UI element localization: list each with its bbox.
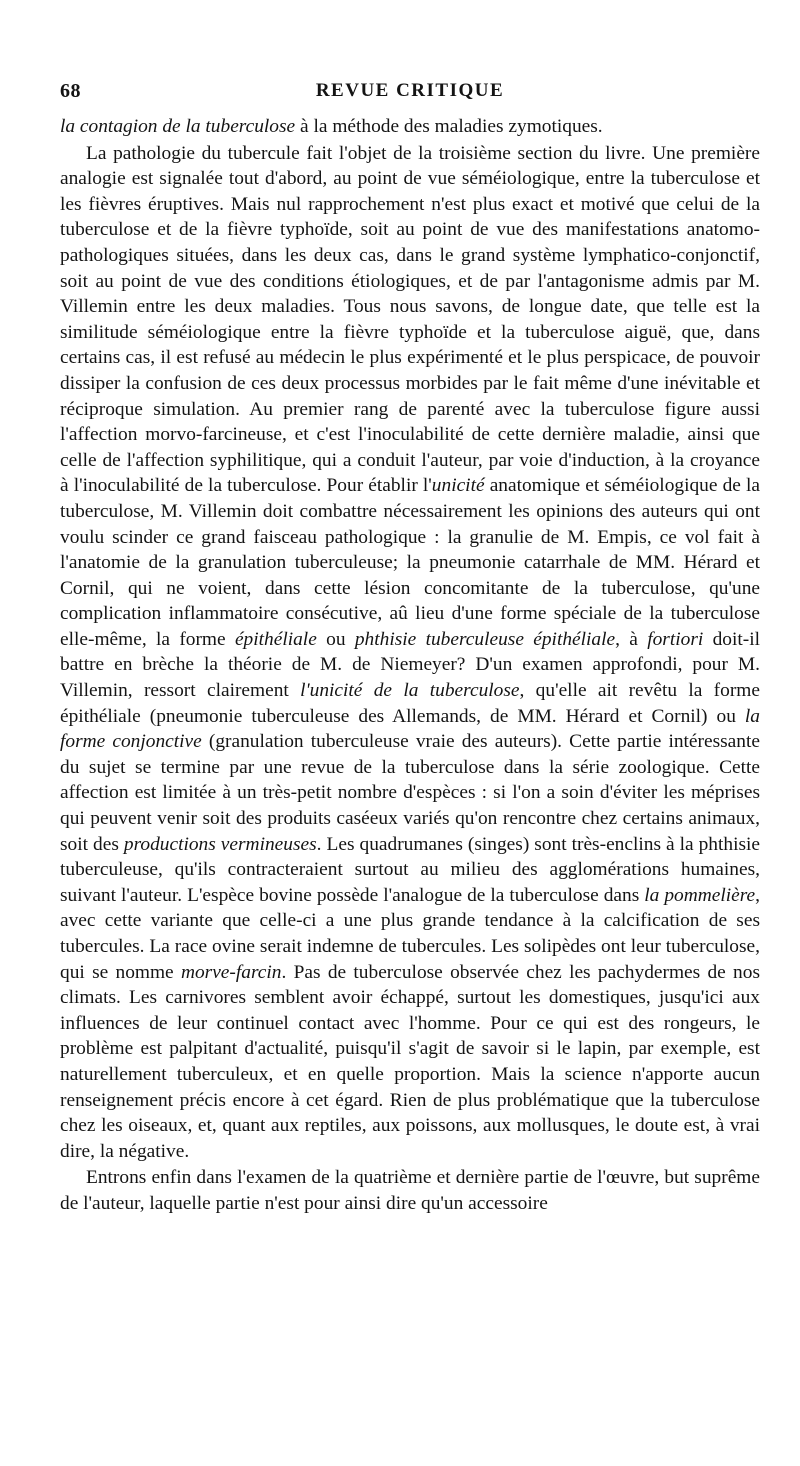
page-number: 68 xyxy=(60,80,81,102)
italic-text-run: productions vermineuses xyxy=(123,833,317,855)
italic-text-run: unicité xyxy=(431,475,485,497)
text-run: doit-il battre en brèche la théorie de M. de Niemeyer? D'un examen approfondi, pour M. Villemin, ressort clairement xyxy=(60,628,760,702)
paragraph-continuation xyxy=(60,114,760,140)
italic-text-run: phthisie tuberculeuse épithéliale xyxy=(354,628,616,650)
page-header xyxy=(60,80,760,108)
italic-text-run: l'unicité de la tuberculose xyxy=(300,680,520,702)
text-run: anatomique et séméiologique de la tuberculose, M. Villemin doit combattre nécessairement les opinions des auteurs qui ont voulu scinder ce grand faisceau pathologique : la granulie de M. Empis, ce vol fait à l'anatomie de la granulation tuberculeuse; la pneumonie catarrhale de MM. Hérard et Cornil, qui ne voient, dans cette lésion concomitante de la tuberculose, qu'une complication inflammatoire consécutive, aû lieu d'une forme spéciale de la tuberculose elle-même, la forme xyxy=(60,475,760,650)
text-run: . Les quadrumanes (singes) sont très-enclins à la phthisie tuberculeuse, qu'ils contracteraient surtout au milieu des agglomérations humaines, suivant l'auteur. L'espèce bovine possède l'analogue de la tuberculose dans xyxy=(60,833,760,906)
italic-text-run: épithéliale xyxy=(234,628,317,650)
text-run: , à xyxy=(615,628,648,650)
text-run: Entrons enfin dans l'examen de la quatrième et dernière partie de l'œuvre, but suprême de l'auteur, laquelle partie n'est pour ainsi dire qu'un accessoire xyxy=(60,1167,760,1214)
italic-text-run: la forme conjonctive xyxy=(60,705,760,753)
text-run: (granulation tuberculeuse vraie des auteurs). Cette partie intéressante du sujet se termine par une revue de la tuberculose dans la série zoologique. Cette affection est limitée à un très-petit nombre d'espèces : si l'on a soin d'éviter les méprises qui peuvent venir soit des produits caséeux variés qu'on rencontre chez certains animaux, soit des xyxy=(60,731,760,855)
running-title: REVUE CRITIQUE xyxy=(315,80,505,101)
body-text xyxy=(60,114,760,1217)
paragraph-pathology xyxy=(60,141,760,1165)
paragraph-fourth-part xyxy=(60,1165,760,1216)
italic-text-run: fortiori xyxy=(647,628,704,650)
text-run: La pathologie du tubercule fait l'objet de la troisième section du livre. Une première analogie est signalée tout d'abord, au point de vue séméiologique, entre la tuberculose et les fièvres éruptives. Mais nul rapprochement n'est plus exact et motivé que celui de la tuberculose et de la fièvre typhoïde, soit au point de vue des manifestations anatomo-pathologiques situées, dans les deux cas, dans le grand système lymphatico-conjonctif, soit au point de vue des conditions étiologiques, et de par l'antagonisme admis par M. Villemin entre les deux maladies. Tous nous savons, de longue date, que telle est la similitude séméiologique entre la fièvre typhoïde et la tuberculose aiguë, que, dans certains cas, il est refusé au médecin le plus expérimenté et le plus perspicace, de pouvoir dissiper la confusion de ces deux processus morbides par le fait même d'une inévitable et réciproque simulation. Au premier rang de parenté avec la tuberculose figure aussi l'affection morvo-farcineuse, et c'est l'inoculabilité de cette dernière maladie, ainsi que celle de l'affection syphilitique, qui a conduit l'auteur, par voie d'induction, à la croyance à l'inoculabilité de la tuberculose. Pour établir l' xyxy=(60,142,760,497)
italic-text-run: la pommelière xyxy=(644,884,756,906)
italic-text-run: la contagion de la tuberculose xyxy=(60,116,296,137)
text-run: , avec cette variante que celle-ci a une plus grande tendance à la calcification de ses tubercules. La race ovine serait indemne de tubercules. Les solipèdes ont leur tuberculose, qui se nomme xyxy=(60,884,760,983)
text-run: à la méthode des maladies zymotiques. xyxy=(295,116,603,137)
text-run: . Pas de tuberculose observée chez les pachydermes de nos climats. Les carnivores semblent avoir échappé, surtout les domestiques, jusqu'ici aux influences de leur continuel contact avec l'homme. Pour ce qui est des rongeurs, le problème est palpitant d'actualité, puisqu'il s'agit de savoir si le lapin, par exemple, est naturellement tuberculeux, et en quelle proportion. Mais la science n'apporte aucun renseignement précis encore à cet égard. Rien de plus problématique que la tuberculose chez les oiseaux, et, quant aux reptiles, aux poissons, aux mollusques, le doute est, à vrai dire, la négative. xyxy=(60,961,760,1162)
italic-text-run: morve-farcin xyxy=(180,961,282,983)
text-run: ou xyxy=(316,628,355,650)
text-run: , qu'elle ait revêtu la forme épithéliale (pneumonie tuberculeuse des Allemands, de MM. Hérard et Cornil) ou xyxy=(60,680,760,727)
